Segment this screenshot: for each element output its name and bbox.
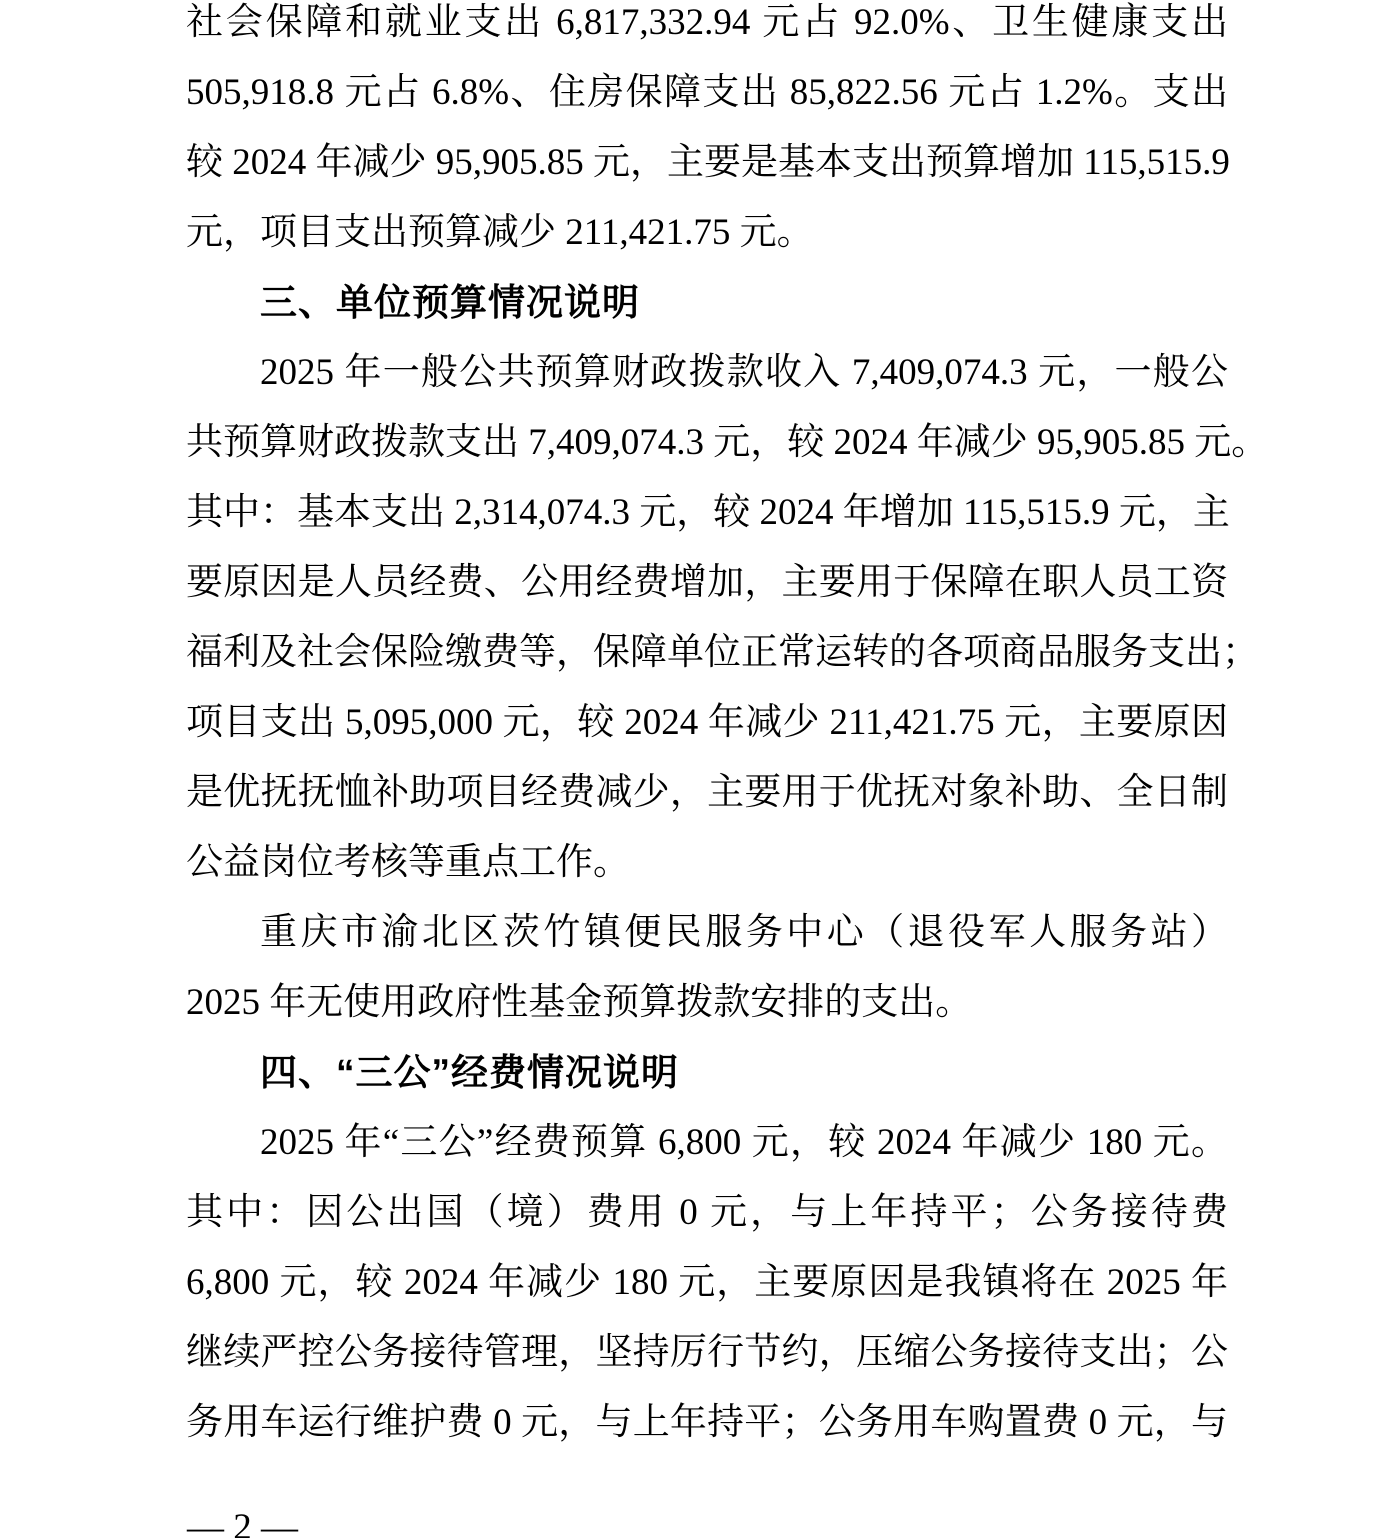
section-heading: 三、单位预算情况说明 [260,282,640,323]
text-line: 项目支出 5,095,000 元，较 2024 年减少 211,421.75 元，主要原因 [186,702,1228,743]
text-line: 社会保障和就业支出 6,817,332.94 元占 92.0%、卫生健康支出 [186,2,1228,43]
text-line: 要原因是人员经费、公用经费增加，主要用于保障在职人员工资 [186,562,1228,603]
text-line: 是优抚抚恤补助项目经费减少，主要用于优抚对象补助、全日制 [186,772,1228,813]
text-line: 继续严控公务接待管理，坚持厉行节约，压缩公务接待支出；公 [186,1332,1228,1373]
text-line: 福利及社会保险缴费等，保障单位正常运转的各项商品服务支出； [186,632,1259,673]
page-number: — 2 — [187,1507,298,1538]
text-line: 重庆市渝北区茨竹镇便民服务中心（退役军人服务站） [260,912,1228,953]
text-line: 公益岗位考核等重点工作。 [186,842,630,883]
text-line: 其中：因公出国（境）费用 0 元，与上年持平；公务接待费 [186,1192,1228,1233]
text-line: 2025 年一般公共预算财政拨款收入 7,409,074.3 元，一般公 [260,352,1228,393]
text-line: 其中：基本支出 2,314,074.3 元，较 2024 年增加 115,515.9 元，主 [186,492,1230,533]
section-heading: 四、“三公”经费情况说明 [260,1052,679,1093]
text-line: 2025 年“三公”经费预算 6,800 元，较 2024 年减少 180 元。 [260,1122,1228,1163]
text-line: 6,800 元，较 2024 年减少 180 元，主要原因是我镇将在 2025 年 [186,1262,1228,1303]
text-line: 505,918.8 元占 6.8%、住房保障支出 85,822.56 元占 1.2%。支出 [186,72,1228,113]
document-body [186,0,1269,1458]
text-line: 元，项目支出预算减少 211,421.75 元。 [186,212,814,253]
text-line: 务用车运行维护费 0 元，与上年持平；公务用车购置费 0 元，与 [186,1402,1228,1443]
text-line: 较 2024 年减少 95,905.85 元，主要是基本支出预算增加 115,515.9 [186,142,1230,183]
text-line: 2025 年无使用政府性基金预算拨款安排的支出。 [186,982,973,1023]
text-line: 共预算财政拨款支出 7,409,074.3 元，较 2024 年减少 95,905.85 元。 [186,422,1269,463]
